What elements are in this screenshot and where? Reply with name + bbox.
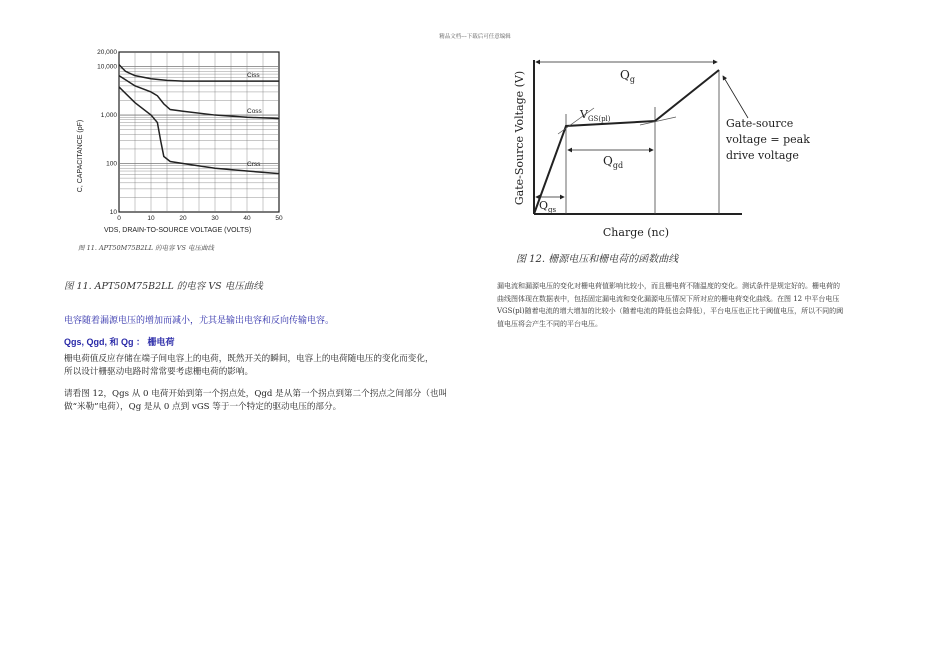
heading-cn: 栅电荷 [147,338,175,348]
right-para-line: VGS(pl)随着电流的增大增加的比较小（随着电流的降低也会降低），平台电压也正比于阈值电压，所以不同的阈 [497,307,844,315]
capacitance-summary: 电容随着漏源电压的增加而减小，尤其是输出电容和反向传输电容。 [64,316,335,326]
x-tick-labels [117,215,283,222]
qg-label: $Q_g$ [620,68,635,84]
figure-11-capacitance-chart [64,44,288,244]
page-header: 精品文档---下载后可任意编辑 [439,34,511,40]
x-tick-label: 50 [275,215,283,222]
peak-note-line-1: Gate-source [726,117,794,130]
figure-12-gate-charge-chart [510,52,816,248]
figure-12-caption: 图 12. 栅源电压和栅电荷的函数曲线 [516,254,679,265]
peak-pointer-arrow [723,76,748,118]
qgs-label: $Q_{gs}$ [539,199,557,214]
y-tick-label: 1,000 [100,112,117,120]
series-label-crss: Crss [247,161,261,169]
para-line: 所以设计栅驱动电路时常常要考虑栅电荷的影响。 [64,367,254,377]
y-tick-label: 10,000 [97,63,117,71]
right-para-line: 曲线图体现在数据表中，包括固定漏电流和变化漏源电压情况下所对应的栅电荷变化曲线。在图 12 中平台电压 [497,294,840,303]
y-axis-label: Gate-Source Voltage (V) [513,70,526,206]
peak-note-line-3: drive voltage [726,149,799,162]
x-tick-label: 10 [147,215,155,222]
vgs-pl-label: $V_{GS(pl)}$ [580,108,611,123]
x-tick-label: 20 [179,215,187,222]
gate-charge-paragraph [64,353,484,379]
figure-11-caption: 图 11. APT50M75B2LL 的电容 VS 电压曲线 [64,281,263,292]
x-tick-label: 30 [211,215,219,222]
right-para-line: 值电压将会产生不同的平台电压。 [497,319,602,328]
x-tick-label: 0 [117,215,121,222]
qgd-label: $Q_{gd}$ [603,154,624,170]
series-label-ciss: Ciss [247,71,260,79]
y-tick-label: 10 [109,209,117,216]
series-label-coss: Coss [247,108,262,116]
y-tick-labels [97,49,117,216]
x-axis-label: VDS, DRAIN-TO-SOURCE VOLTAGE (VOLTS) [104,227,252,234]
right-para-line: 漏电流和漏源电压的变化对栅电荷值影响比较小，而且栅电荷不随温度的变化。测试条件是规定好的。栅电荷的 [497,282,840,290]
section-heading [64,335,175,348]
gate-charge-curve [534,70,719,214]
y-tick-label: 100 [106,160,117,168]
para-line: 做“米勒”电荷），Qg 是从 0 点到 vGS 等于一个特定的驱动电压的部分。 [64,402,342,412]
y-tick-label: 20,000 [97,49,117,56]
figure-12-explanation [64,388,484,414]
figure-11-small-caption: 图 11. APT50M75B2LL 的电容 VS 电压曲线 [78,244,214,252]
para-line: 请看图 12，Qgs 从 0 电荷开始到第一个拐点处，Qgd 是从第一个拐点到第二个拐点之间部分（也叫 [64,389,448,399]
y-axis-label: C, CAPACITANCE (pF) [77,119,84,193]
heading-latin: Qgs, Qgd, 和 Qg ： [64,337,146,347]
peak-note-line-2: voltage = peak [726,133,810,146]
para-line: 栅电荷值反应存储在端子间电容上的电荷，既然开关的瞬间，电容上的电荷随电压的变化而变化， [64,354,434,364]
right-paragraph [497,280,913,330]
x-tick-label: 40 [243,215,251,222]
x-axis-label: Charge (nc) [602,226,670,239]
